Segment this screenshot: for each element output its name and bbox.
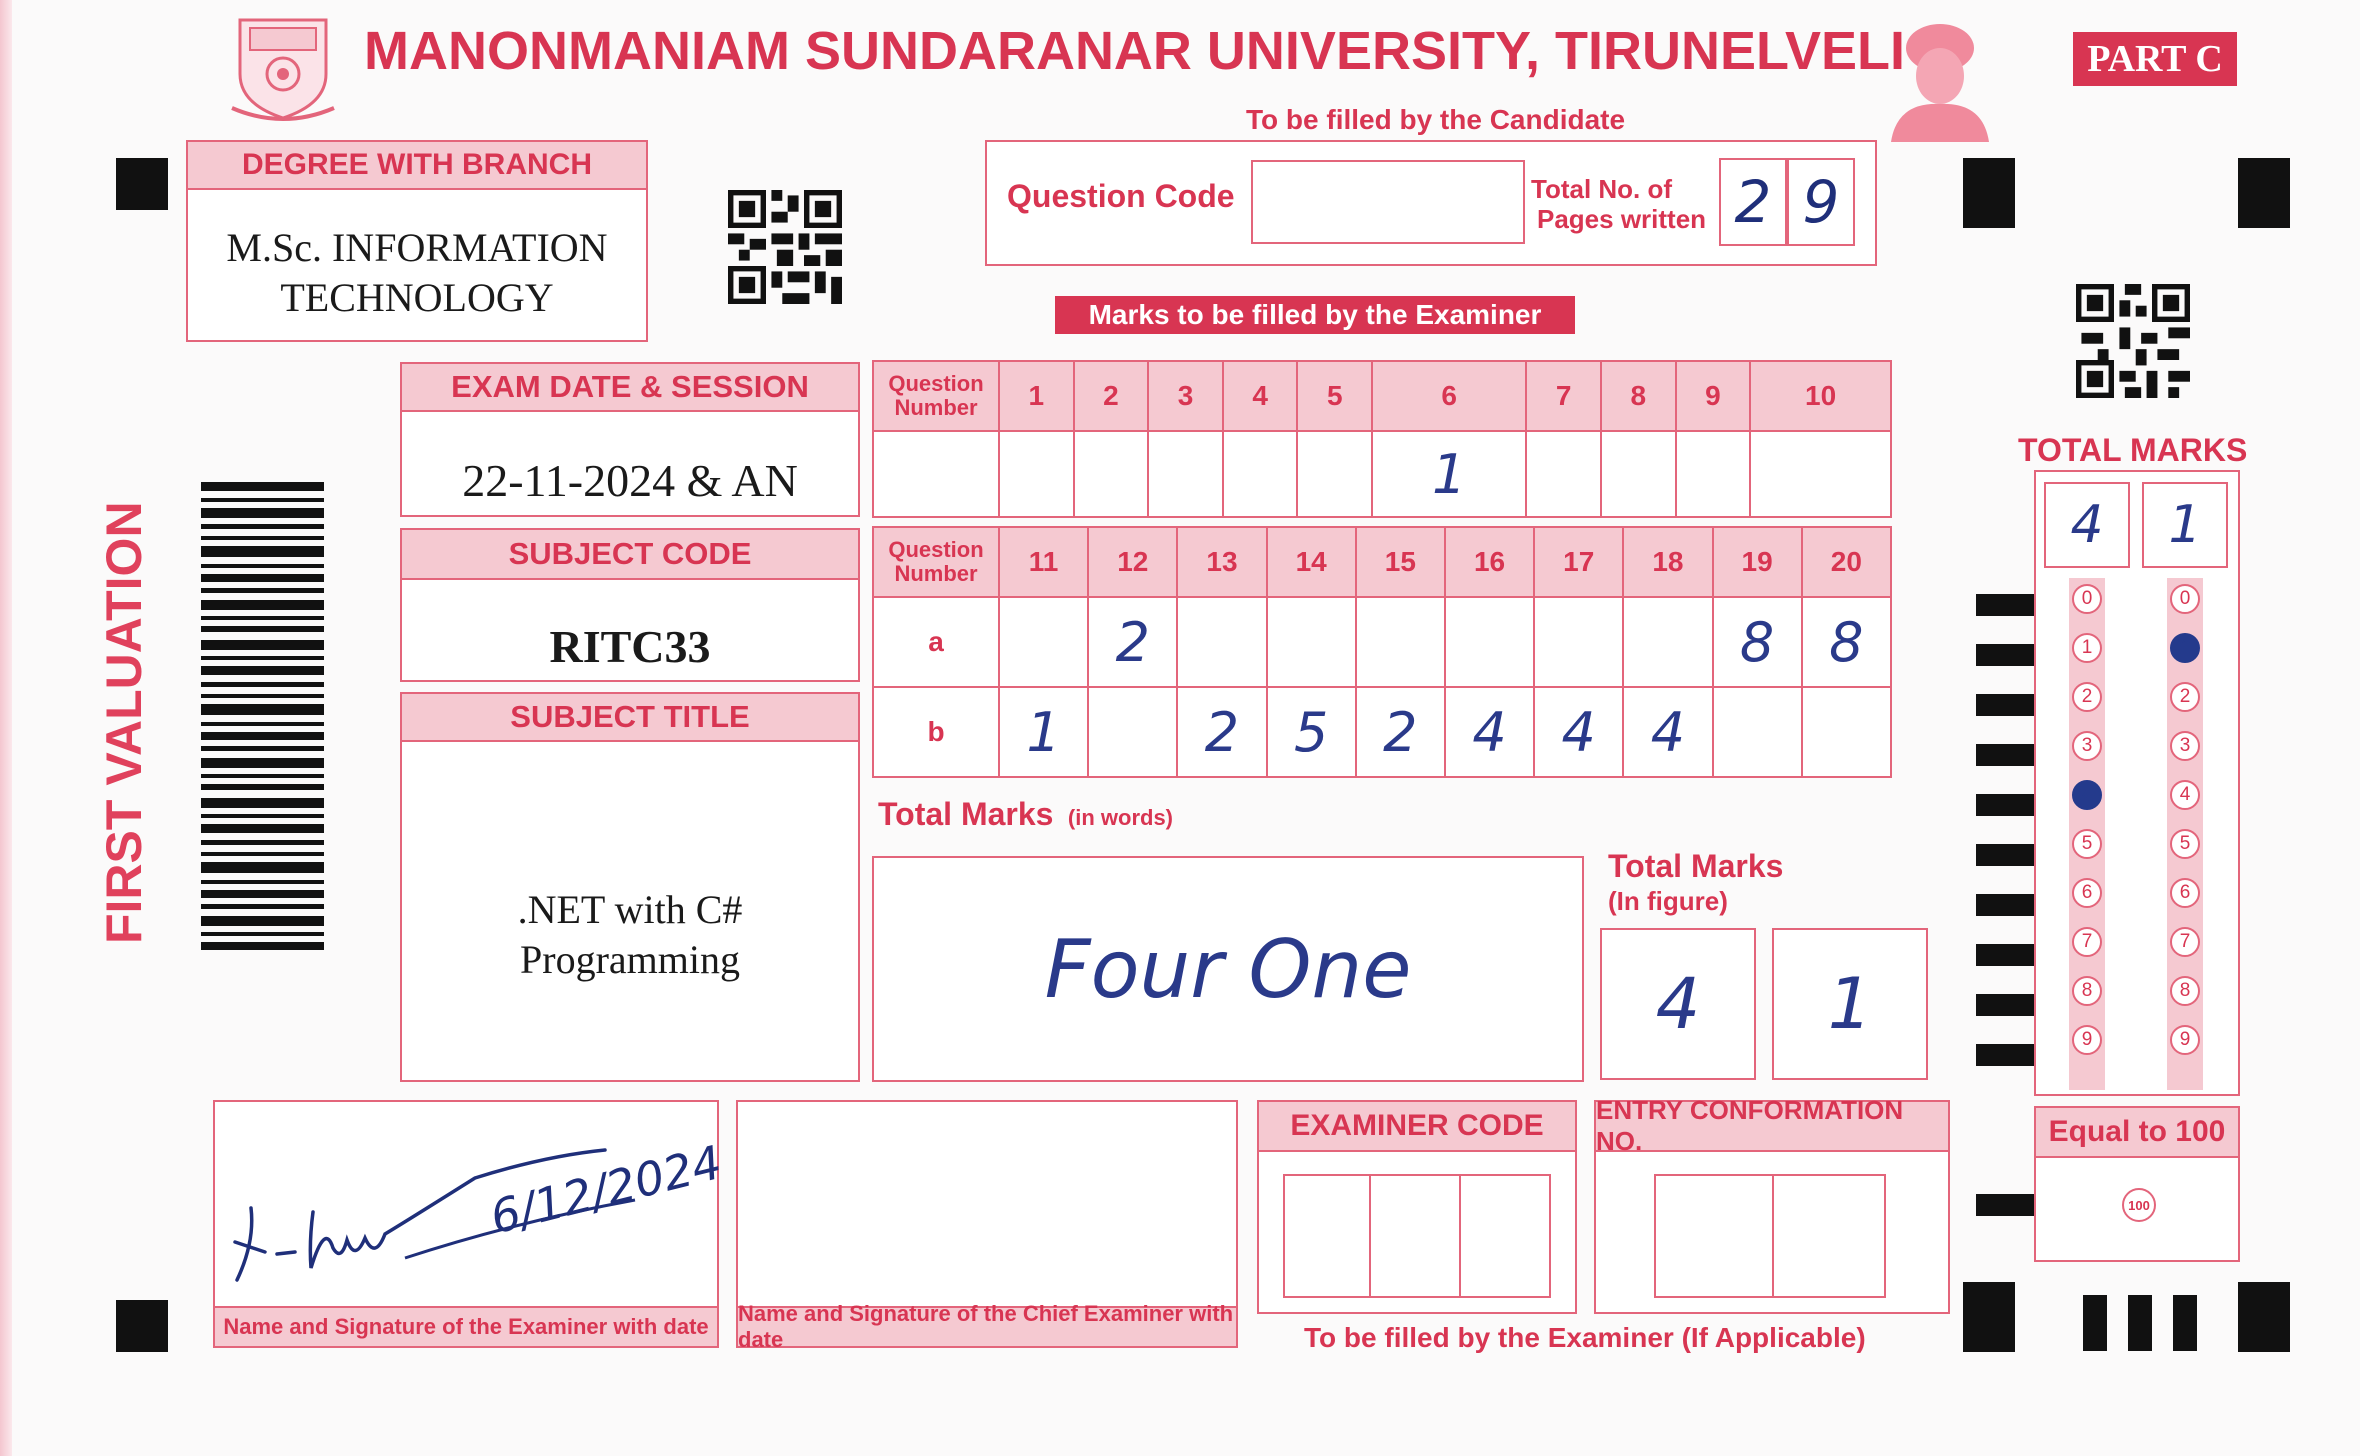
pages-written-label-2: Pages written <box>1537 204 1707 234</box>
question-number: 15 <box>1356 527 1445 597</box>
mark-cell[interactable] <box>1623 687 1712 777</box>
question-number: 6 <box>1372 361 1526 431</box>
question-number: 12 <box>1088 527 1177 597</box>
degree-line1: M.Sc. INFORMATION <box>226 225 608 270</box>
total-figure-digit: 4 <box>1655 963 1701 1045</box>
mark-cell[interactable] <box>1534 597 1623 687</box>
total-words-label <box>878 796 1173 833</box>
subject-title-line1: .NET with C# <box>517 887 743 932</box>
omr-bubble[interactable]: 5 <box>2072 829 2102 859</box>
mark-cell[interactable] <box>1267 687 1356 777</box>
pages-digit: 2 <box>1734 168 1772 236</box>
pages-digit-box[interactable] <box>1719 158 1787 246</box>
omr-bubble[interactable]: 5 <box>2170 829 2200 859</box>
examiner-code-cell[interactable] <box>1369 1174 1461 1298</box>
examiner-code-label: EXAMINER CODE <box>1259 1102 1575 1152</box>
timing-bar <box>2083 1295 2107 1351</box>
mark-cell[interactable] <box>1223 431 1298 517</box>
mark-cell[interactable] <box>999 431 1074 517</box>
registration-marker <box>1963 1282 2015 1352</box>
total-figure-label: Total Marks <box>1608 848 1784 884</box>
mark-cell[interactable] <box>1802 597 1891 687</box>
mark-cell[interactable] <box>1148 431 1223 517</box>
qr-code <box>728 190 842 304</box>
mark-value: 8 <box>1739 610 1775 674</box>
mark-value: 5 <box>1293 700 1329 764</box>
mark-value: 4 <box>1650 700 1686 764</box>
registration-marker <box>1963 158 2015 228</box>
examiner-caption: Name and Signature of the Examiner with date <box>215 1306 717 1346</box>
signature-date: 6/12/2024 <box>485 1134 727 1245</box>
timing-mark <box>1976 644 2034 666</box>
total-words-value: Four One <box>1044 922 1412 1016</box>
omr-bubble[interactable]: 4 <box>2170 780 2200 810</box>
question-number: 18 <box>1623 527 1712 597</box>
marks-table-1 <box>872 360 1892 518</box>
equal-100-box <box>2034 1106 2240 1262</box>
timing-mark <box>1976 1194 2034 1216</box>
question-number: 16 <box>1445 527 1534 597</box>
omr-digit-box[interactable] <box>2044 482 2130 568</box>
examiner-signature-box[interactable] <box>213 1100 727 1348</box>
timing-mark <box>1976 594 2034 616</box>
row-label-b: b <box>873 687 999 777</box>
marks-table-2 <box>872 526 1892 778</box>
barcode <box>201 482 324 950</box>
question-number-header: Question Number <box>873 361 999 431</box>
omr-digit: 4 <box>2070 495 2104 555</box>
question-number: 3 <box>1148 361 1223 431</box>
degree-label: DEGREE WITH BRANCH <box>188 142 646 190</box>
omr-bubble[interactable]: 8 <box>2072 976 2102 1006</box>
question-number: 1 <box>999 361 1074 431</box>
mark-cell[interactable] <box>1074 431 1149 517</box>
mark-cell[interactable] <box>1267 597 1356 687</box>
question-number: 5 <box>1297 361 1372 431</box>
mark-value: 2 <box>1383 700 1418 764</box>
candidate-note: To be filled by the Candidate <box>1246 104 1626 135</box>
equal-100-bubble[interactable]: 100 <box>2122 1188 2156 1222</box>
subject-code-box <box>400 528 860 682</box>
timing-mark <box>1976 694 2034 716</box>
mark-cell[interactable] <box>1676 431 1751 517</box>
total-figure-box[interactable] <box>1600 928 1756 1080</box>
part-badge: PART C <box>2073 32 2237 86</box>
mark-cell[interactable] <box>1297 431 1372 517</box>
registration-marker <box>2238 158 2290 228</box>
total-words-field[interactable] <box>872 856 1584 1082</box>
examiner-code-cell[interactable] <box>1283 1174 1371 1298</box>
chief-caption: Name and Signature of the Chief Examiner with date <box>738 1306 1236 1346</box>
mark-cell[interactable] <box>1445 597 1534 687</box>
mark-cell[interactable] <box>1088 597 1177 687</box>
degree-line2: TECHNOLOGY <box>280 275 554 320</box>
question-number: 9 <box>1676 361 1751 431</box>
omr-column-tens <box>2069 578 2105 1090</box>
entry-conformation-label: ENTRY CONFORMATION NO. <box>1596 1102 1948 1152</box>
pages-written-label-1: Total No. of <box>1531 174 1673 204</box>
omr-bubble[interactable]: 3 <box>2072 731 2102 761</box>
question-number: 17 <box>1534 527 1623 597</box>
mark-cell[interactable] <box>999 687 1088 777</box>
mark-cell[interactable] <box>1526 431 1601 517</box>
question-number: 11 <box>999 527 1088 597</box>
entry-conformation-cell[interactable] <box>1772 1174 1886 1298</box>
question-code-panel <box>985 140 1877 266</box>
question-number: 8 <box>1601 361 1676 431</box>
omr-bubble[interactable]: 8 <box>2170 976 2200 1006</box>
question-number: 10 <box>1750 361 1891 431</box>
mark-value: 2 <box>1115 610 1150 674</box>
question-number-header: Question Number <box>873 527 999 597</box>
mark-cell[interactable] <box>1445 687 1534 777</box>
total-figure-digit: 1 <box>1827 963 1873 1045</box>
mark-cell[interactable] <box>1802 687 1891 777</box>
footer-note: To be filled by the Examiner (If Applicable) <box>1304 1322 1866 1353</box>
registration-marker <box>2238 1282 2290 1352</box>
qr-code <box>2076 284 2190 398</box>
pages-digit: 9 <box>1802 168 1840 236</box>
mark-cell[interactable] <box>1177 687 1266 777</box>
mark-cell[interactable] <box>1088 687 1177 777</box>
omr-bubble[interactable]: 7 <box>2072 927 2102 957</box>
mark-value: 4 <box>1561 700 1596 764</box>
question-number: 19 <box>1713 527 1802 597</box>
question-number: 7 <box>1526 361 1601 431</box>
degree-box <box>186 140 648 342</box>
question-number: 4 <box>1223 361 1298 431</box>
omr-bubble[interactable]: 0 <box>2170 584 2200 614</box>
exam-date-label: EXAM DATE & SESSION <box>402 364 858 412</box>
omr-bubble[interactable]: 3 <box>2170 731 2200 761</box>
subject-title-label: SUBJECT TITLE <box>402 694 858 742</box>
entry-conformation-cell[interactable] <box>1654 1174 1774 1298</box>
total-marks-omr-panel <box>2034 470 2240 1096</box>
timing-bar <box>2173 1295 2197 1351</box>
omr-bubble[interactable]: 2 <box>2072 682 2102 712</box>
omr-bubble[interactable]: 9 <box>2170 1025 2200 1055</box>
mark-value: 1 <box>1432 442 1467 506</box>
mark-cell[interactable] <box>999 597 1088 687</box>
equal-100-label: Equal to 100 <box>2036 1108 2238 1158</box>
examiner-code-box <box>1257 1100 1577 1314</box>
subject-code-value: RITC33 <box>549 621 711 672</box>
timing-mark <box>1976 944 2034 966</box>
mark-cell[interactable] <box>1713 597 1802 687</box>
mark-cell[interactable] <box>1356 597 1445 687</box>
mark-cell[interactable] <box>1356 687 1445 777</box>
mark-cell[interactable] <box>1601 431 1676 517</box>
subject-code-label: SUBJECT CODE <box>402 530 858 580</box>
omr-bubble[interactable]: 6 <box>2170 878 2200 908</box>
timing-mark <box>1976 994 2034 1016</box>
omr-digit: 1 <box>2168 495 2202 555</box>
omr-bubble[interactable]: 6 <box>2072 878 2102 908</box>
mark-cell[interactable] <box>1372 431 1526 517</box>
total-marks-omr-label: TOTAL MARKS <box>2018 432 2248 468</box>
omr-bubble[interactable]: 1 <box>2170 633 2200 663</box>
question-number: 20 <box>1802 527 1891 597</box>
omr-bubble[interactable]: 4 <box>2072 780 2102 810</box>
row-label-a: a <box>873 597 999 687</box>
mark-cell[interactable] <box>1534 687 1623 777</box>
chief-signature-box[interactable] <box>736 1100 1238 1352</box>
timing-bar <box>2128 1295 2152 1351</box>
examiner-note: Marks to be filled by the Examiner <box>1055 296 1575 334</box>
total-figure-sublabel: (In figure) <box>1608 886 1728 916</box>
university-title: MANONMANIAM SUNDARANAR UNIVERSITY, TIRUNELVELI <box>364 21 1906 81</box>
pages-digit-box[interactable] <box>1787 158 1855 246</box>
exam-date-value: 22-11-2024 & AN <box>462 455 798 506</box>
first-valuation-label: FIRST VALUATION <box>96 501 152 944</box>
examiner-code-cell[interactable] <box>1459 1174 1551 1298</box>
timing-mark <box>1976 1044 2034 1066</box>
mark-cell[interactable] <box>1750 431 1891 517</box>
omr-column-units <box>2167 578 2203 1090</box>
mark-cell[interactable] <box>1713 687 1802 777</box>
omr-bubble[interactable]: 9 <box>2072 1025 2102 1055</box>
registration-marker <box>116 158 168 210</box>
mark-cell[interactable] <box>1623 597 1712 687</box>
entry-conformation-box <box>1594 1095 1950 1314</box>
row-label-cell <box>873 431 999 517</box>
omr-bubble[interactable]: 2 <box>2170 682 2200 712</box>
question-code-field[interactable] <box>1251 160 1525 244</box>
question-number: 14 <box>1267 527 1356 597</box>
subject-title-line2: Programming <box>520 937 740 982</box>
university-crest <box>228 12 338 124</box>
total-words-title: Total Marks <box>878 796 1054 832</box>
page-edge <box>0 0 12 1456</box>
timing-mark <box>1976 744 2034 766</box>
question-number: 2 <box>1074 361 1149 431</box>
subject-title-box <box>400 692 860 1082</box>
timing-mark <box>1976 894 2034 916</box>
timing-mark <box>1976 794 2034 816</box>
total-words-sublabel: (in words) <box>1067 805 1174 830</box>
question-number: 13 <box>1177 527 1266 597</box>
question-code-label: Question Code <box>1007 178 1235 214</box>
mark-value: 4 <box>1472 700 1507 764</box>
omr-bubble[interactable]: 7 <box>2170 927 2200 957</box>
timing-mark <box>1976 844 2034 866</box>
mark-value: 8 <box>1829 610 1864 674</box>
mark-cell[interactable] <box>1177 597 1266 687</box>
registration-marker <box>116 1300 168 1352</box>
portrait-logo <box>1885 14 1995 142</box>
omr-bubble[interactable]: 0 <box>2072 584 2102 614</box>
exam-date-box <box>400 362 860 517</box>
mark-value: 1 <box>1026 700 1061 764</box>
mark-value: 2 <box>1204 700 1240 764</box>
total-figure-box[interactable] <box>1772 928 1928 1080</box>
omr-digit-box[interactable] <box>2142 482 2228 568</box>
omr-bubble[interactable]: 1 <box>2072 633 2102 663</box>
